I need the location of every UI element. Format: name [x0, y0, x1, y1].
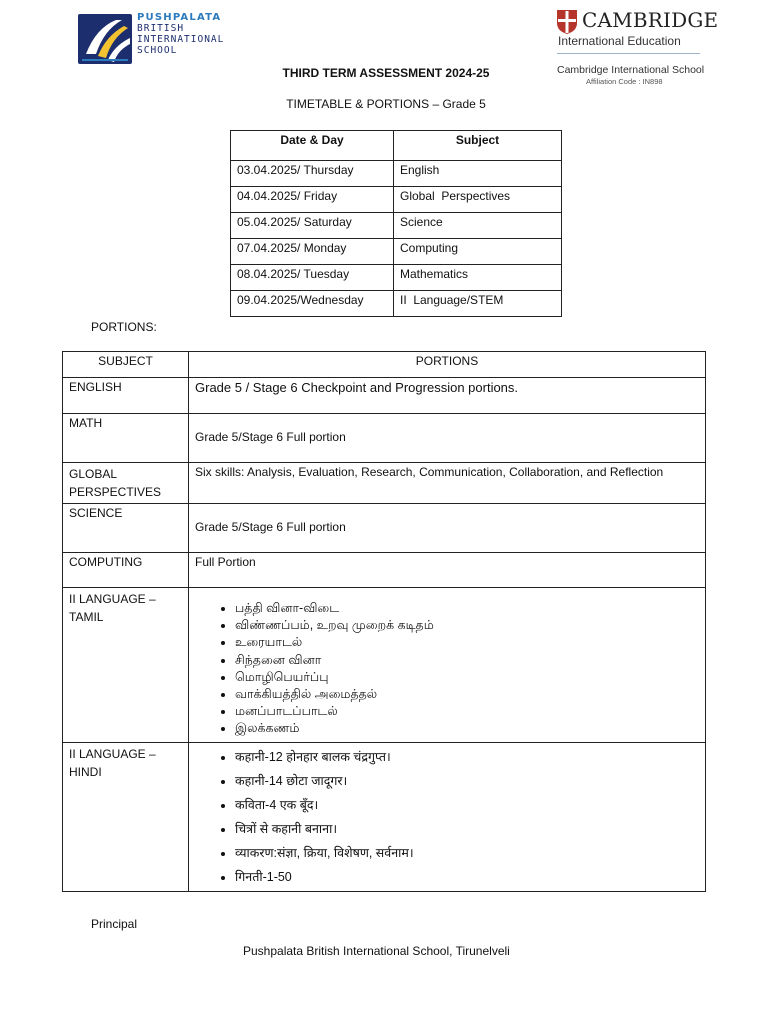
page-subtitle: TIMETABLE & PORTIONS – Grade 5 — [286, 97, 486, 111]
table-row — [231, 187, 562, 213]
table-row — [63, 588, 706, 743]
table-row — [63, 553, 706, 588]
list-item: • சிந்தனை வினா — [235, 652, 699, 669]
logo-line: INTERNATIONAL — [137, 34, 225, 45]
date-cell: 07.04.2025/ Monday — [231, 239, 394, 265]
table-row — [231, 161, 562, 187]
logo-line: SCHOOL — [137, 45, 178, 56]
tamil-portion-list — [195, 600, 699, 738]
principal-signature-label: Principal — [91, 917, 138, 931]
list-item: • कविता-4 एक बूँद। — [235, 793, 699, 817]
portion-text: Grade 5/Stage 6 Full portion — [195, 430, 346, 444]
subject-cell: Computing — [394, 239, 562, 265]
subject-cell: Science — [394, 213, 562, 239]
logo-line: PUSHPALATA — [137, 12, 222, 23]
list-item: • மனப்பாடப்பாடல் — [235, 703, 699, 720]
date-cell: 09.04.2025/Wednesday — [231, 291, 394, 317]
table-row — [231, 291, 562, 317]
date-cell: 05.04.2025/ Saturday — [231, 213, 394, 239]
portion-cell — [189, 504, 706, 553]
portion-cell — [189, 414, 706, 463]
page-title: THIRD TERM ASSESSMENT 2024-25 — [282, 66, 490, 80]
subject-cell: GLOBAL PERSPECTIVES — [63, 463, 189, 504]
table-row — [231, 265, 562, 291]
subject-cell: Mathematics — [394, 265, 562, 291]
portion-cell — [189, 588, 706, 743]
cambridge-divider — [557, 53, 700, 54]
table-row — [63, 504, 706, 553]
list-item: • விண்ணப்பம், உறவு முறைக் கடிதம் — [235, 617, 699, 634]
subject-cell: MATH — [63, 414, 189, 463]
subject-cell: Global Perspectives — [394, 187, 562, 213]
portion-cell: Six skills: Analysis, Evaluation, Research, Communication, Collaboration, and Reflection — [189, 463, 706, 504]
subject-cell: English — [394, 161, 562, 187]
cambridge-school: Cambridge International School — [557, 64, 705, 76]
subject-cell: SCIENCE — [63, 504, 189, 553]
portions-header-row — [63, 352, 706, 378]
list-item: • இலக்கணம் — [235, 720, 699, 737]
list-item: • कहानी-14 छोटा जादूगर। — [235, 769, 699, 793]
portions-label: PORTIONS: — [91, 320, 157, 334]
list-item: • உரையாடல் — [235, 634, 699, 651]
table-row — [63, 414, 706, 463]
portion-cell: Grade 5 / Stage 6 Checkpoint and Progression portions. — [189, 378, 706, 414]
cambridge-name: CAMBRIDGE — [582, 8, 719, 32]
date-cell: 03.04.2025/ Thursday — [231, 161, 394, 187]
list-item: • गिनती-1-50 — [235, 865, 699, 889]
table-row — [63, 463, 706, 504]
portion-cell — [189, 743, 706, 892]
portions-table — [62, 351, 706, 892]
date-cell: 08.04.2025/ Tuesday — [231, 265, 394, 291]
subject-cell: II Language/STEM — [394, 291, 562, 317]
list-item: • பத்தி வினா-விடை — [235, 600, 699, 617]
list-item: • चित्रों से कहानी बनाना। — [235, 817, 699, 841]
portion-cell: Full Portion — [189, 553, 706, 588]
list-item: • कहानी-12 होनहार बालक चंद्रगुप्त। — [235, 745, 699, 769]
hindi-portion-list — [195, 745, 699, 889]
footer-school-name: Pushpalata British International School, Tirunelveli — [243, 944, 510, 958]
logo-line: BRITISH — [137, 23, 185, 34]
cambridge-shield-icon — [557, 10, 577, 34]
table-row — [231, 239, 562, 265]
subject-cell: ENGLISH — [63, 378, 189, 414]
school-logo-text — [137, 12, 224, 56]
table-row — [63, 378, 706, 414]
timetable — [230, 130, 562, 317]
subject-cell: II LANGUAGE – HINDI — [63, 743, 189, 892]
column-header: SUBJECT — [63, 352, 189, 378]
subject-cell: II LANGUAGE – TAMIL — [63, 588, 189, 743]
list-item: • व्याकरण:संज्ञा, क्रिया, विशेषण, सर्वनाम। — [235, 841, 699, 865]
column-header: Date & Day — [231, 131, 394, 161]
list-item: • மொழிபெயர்ப்பு — [235, 669, 699, 686]
column-header: Subject — [394, 131, 562, 161]
column-header: PORTIONS — [189, 352, 706, 378]
affiliation-code: Affiliation Code : IN898 — [586, 77, 663, 86]
date-cell: 04.04.2025/ Friday — [231, 187, 394, 213]
list-item: • வாக்கியத்தில் அமைத்தல் — [235, 686, 699, 703]
timetable-header-row — [231, 131, 562, 161]
portion-text: Grade 5/Stage 6 Full portion — [195, 520, 346, 534]
table-row — [63, 743, 706, 892]
school-logo-icon — [78, 14, 132, 64]
table-row — [231, 213, 562, 239]
cambridge-subtitle: International Education — [558, 34, 681, 48]
subject-cell: COMPUTING — [63, 553, 189, 588]
